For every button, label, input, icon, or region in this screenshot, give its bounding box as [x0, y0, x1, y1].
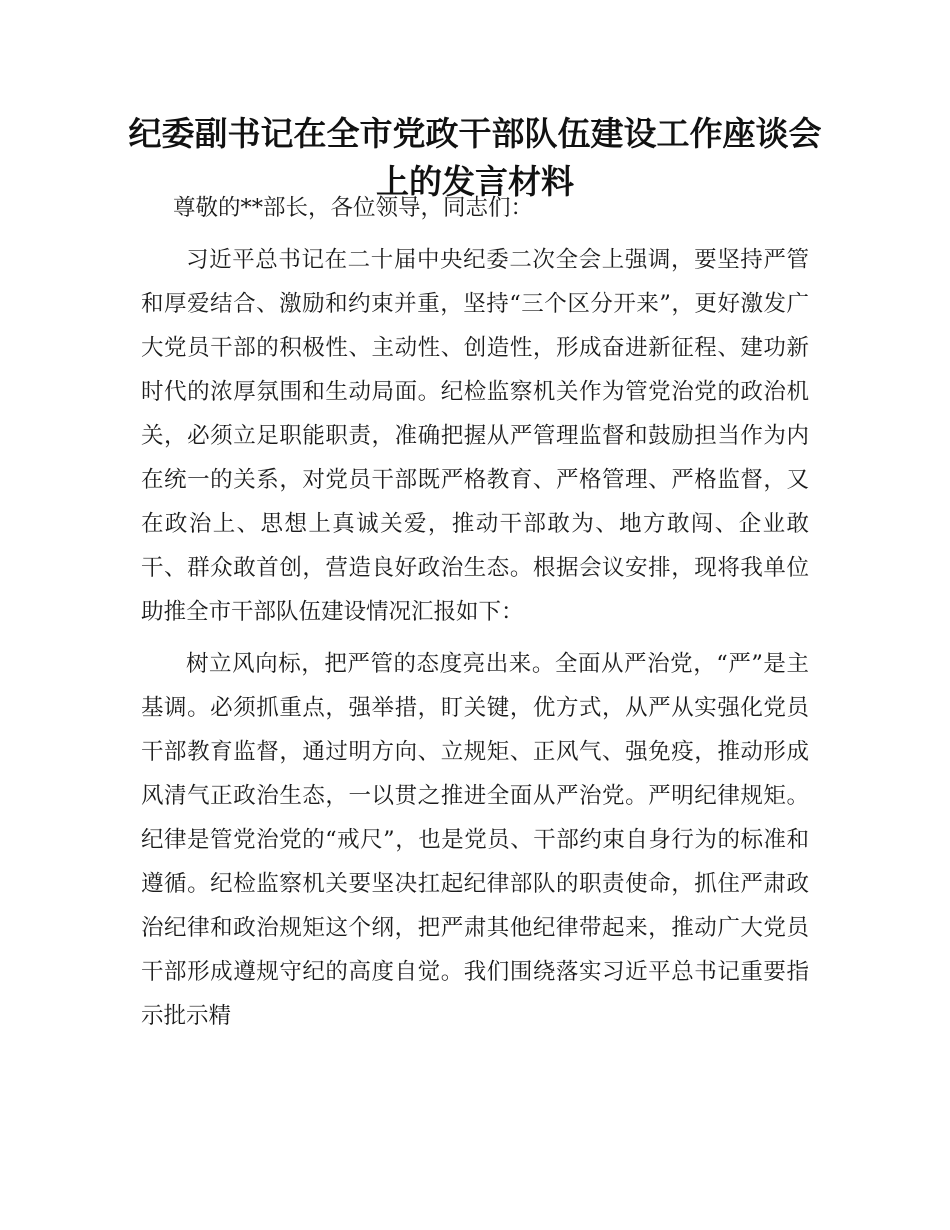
- document-body: [141, 186, 809, 1046]
- document-title: 纪委副书记在全市党政干部队伍建设工作座谈会上的发言材料: [128, 114, 822, 201]
- paragraph-strict-management: 树立风向标，把严管的态度亮出来。全面从严治党，“严”是主基调。必须抓重点，强举措，盯关键，优方式，从严从实强化党员干部教育监督，通过明方向、立规矩、正风气、强免疫，推动形成风清气正政治生态，一以贯之推进全面从严治党。严明纪律规矩。纪律是管党治党的“戒尺”，也是党员、干部约束自身行为的标准和遵循。纪检监察机关要坚决扛起纪律部队的职责使命，抓住严肃政治纪律和政治规矩这个纲，把严肃其他纪律带起来，推动广大党员干部形成遵规守纪的高度自觉。我们围绕落实习近平总书记重要指示批示精: [141, 651, 809, 1029]
- greeting-line: 尊敬的**部长，各位领导，同志们：: [173, 195, 534, 221]
- paragraph-intro: 习近平总书记在二十届中央纪委二次全会上强调，要坚持严管和厚爱结合、激励和约束并重，坚持“三个区分开来”，更好激发广大党员干部的积极性、主动性、创造性，形成奋进新征程、建功新时代的浓厚氛围和生动局面。纪检监察机关作为管党治党的政治机关，必须立足职能职责，准确把握从严管理监督和鼓励担当作为内在统一的关系，对党员干部既严格教育、严格管理、严格监督，又在政治上、思想上真诚关爱，推动干部敢为、地方敢闯、企业敢干、群众敢首创，营造良好政治生态。根据会议安排，现将我单位助推全市干部队伍建设情况汇报如下：: [141, 247, 809, 625]
